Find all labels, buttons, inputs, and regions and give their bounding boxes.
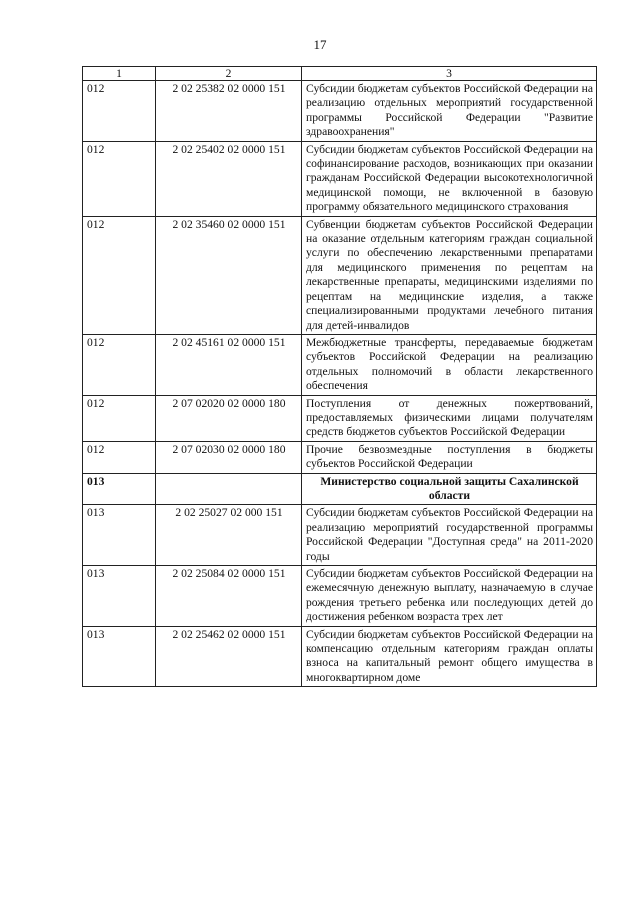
kbk-code-cell: 2 02 25027 02 000 151 (156, 505, 302, 566)
description-cell: Прочие безвозмездные поступления в бюджеты субъектов Российской Федерации (302, 441, 597, 473)
description-cell: Субсидии бюджетам субъектов Российской Федерации на реализацию мероприятий государственной программы Российской Федерации "Доступная среда" на 2011-2020 годы (302, 505, 597, 566)
admin-code-cell: 013 (83, 505, 156, 566)
table-row (83, 441, 597, 473)
kbk-code-cell: 2 07 02030 02 0000 180 (156, 441, 302, 473)
budget-table (82, 66, 597, 687)
admin-code-cell: 012 (83, 81, 156, 142)
admin-code-cell: 012 (83, 141, 156, 216)
admin-code-cell: 012 (83, 334, 156, 395)
column-header: 2 (156, 67, 302, 81)
kbk-code-cell: 2 02 25382 02 0000 151 (156, 81, 302, 142)
description-cell: Субсидии бюджетам субъектов Российской Федерации на реализацию отдельных мероприятий государственной программы Российской Федерации "Развитие здравоохранения" (302, 81, 597, 142)
description-cell: Межбюджетные трансферты, передаваемые бюджетам субъектов Российской Федерации на реализацию отдельных полномочий в области лекарственного обеспечения (302, 334, 597, 395)
admin-code-cell: 012 (83, 216, 156, 334)
description-cell: Министерство социальной защиты Сахалинской области (302, 473, 597, 505)
table-row (83, 626, 597, 687)
admin-code-cell: 013 (83, 626, 156, 687)
kbk-code-cell: 2 02 45161 02 0000 151 (156, 334, 302, 395)
description-cell: Субвенции бюджетам субъектов Российской Федерации на оказание отдельным категориям граждан социальной услуги по обеспечению лекарственными препаратами для медицинского применения по рецептам на лекарственные препараты, медицинскими изделиями по рецептам на медицинские изделия, а также специализированными продуктами лечебного питания для детей-инвалидов (302, 216, 597, 334)
table-header-row (83, 67, 597, 81)
table-row (83, 141, 597, 216)
description-cell: Субсидии бюджетам субъектов Российской Федерации на софинансирование расходов, возникающих при оказании гражданам Российской Федерации высокотехнологичной медицинской помощи, не включенной в базовую программу обязательного медицинского страхования (302, 141, 597, 216)
column-header: 3 (302, 67, 597, 81)
table-row (83, 334, 597, 395)
description-cell: Поступления от денежных пожертвований, предоставляемых физическими лицами получателям средств бюджетов субъектов Российской Федерации (302, 395, 597, 441)
description-cell: Субсидии бюджетам субъектов Российской Федерации на компенсацию отдельным категориям граждан оплаты взноса на капитальный ремонт общего имущества в многоквартирном доме (302, 626, 597, 687)
admin-code-cell: 012 (83, 441, 156, 473)
kbk-code-cell: 2 02 25462 02 0000 151 (156, 626, 302, 687)
column-header: 1 (83, 67, 156, 81)
table-row (83, 395, 597, 441)
kbk-code-cell: 2 02 25402 02 0000 151 (156, 141, 302, 216)
ministry-row (83, 473, 597, 505)
table-row (83, 216, 597, 334)
kbk-code-cell: 2 02 35460 02 0000 151 (156, 216, 302, 334)
admin-code-cell: 012 (83, 395, 156, 441)
table-row (83, 81, 597, 142)
admin-code-cell: 013 (83, 473, 156, 505)
table-row (83, 505, 597, 566)
kbk-code-cell: 2 02 25084 02 0000 151 (156, 566, 302, 627)
admin-code-cell: 013 (83, 566, 156, 627)
table-row (83, 566, 597, 627)
kbk-code-cell (156, 473, 302, 505)
page-number: 17 (313, 37, 327, 52)
kbk-code-cell: 2 07 02020 02 0000 180 (156, 395, 302, 441)
description-cell: Субсидии бюджетам субъектов Российской Федерации на ежемесячную денежную выплату, назначаемую в случае рождения третьего ребенка или последующих детей до достижения ребенком возраста трех лет (302, 566, 597, 627)
